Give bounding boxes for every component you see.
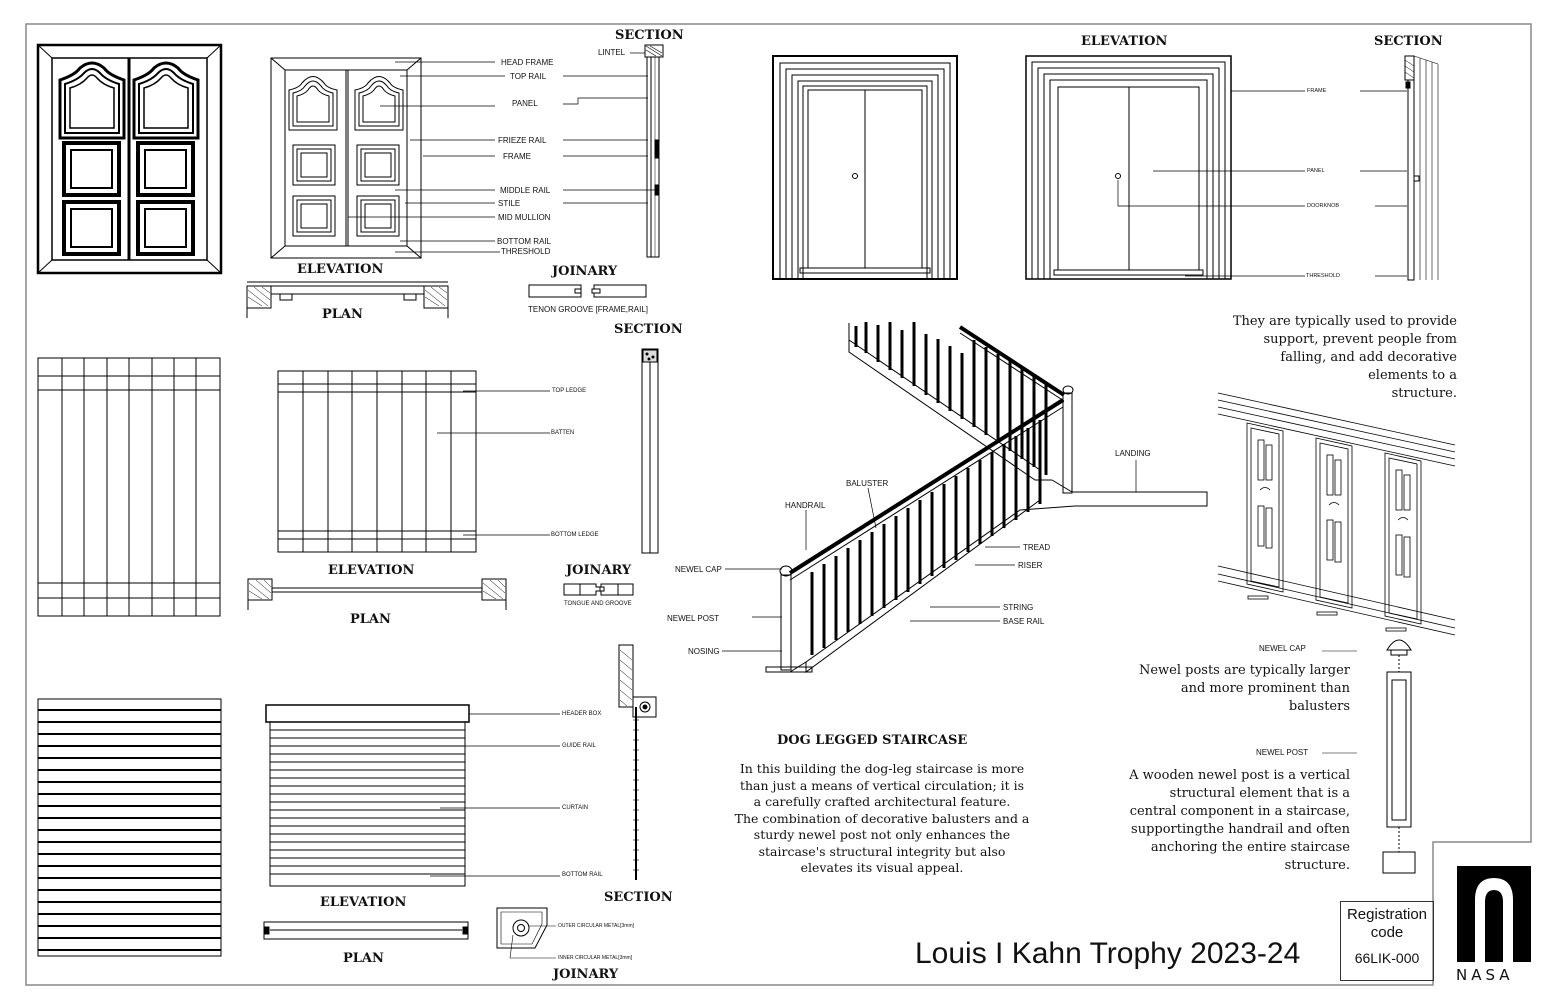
label-newel-cap-detail: NEWEL CAP bbox=[1259, 644, 1306, 653]
label-threshold: THRESHOLD bbox=[501, 247, 551, 256]
label-riser: RISER bbox=[1018, 561, 1043, 570]
label-middle-rail: MIDDLE RAIL bbox=[500, 186, 551, 195]
label-lintel: LINTEL bbox=[598, 48, 626, 57]
door3-elevation-title: ELEVATION bbox=[1081, 34, 1168, 49]
label-landing: LANDING bbox=[1115, 449, 1151, 458]
label-frieze-rail: FRIEZE RAIL bbox=[498, 136, 547, 145]
staircase-description: In this building the dog-leg staircase is more than just a means of vertical circulation; it is a carefully crafted architectural feature. The combination of decorative balusters and a sturdy newel post not only enhances the staircase's structural integrity but also elevates its visual appeal. bbox=[734, 761, 1030, 875]
registration-box bbox=[1340, 901, 1434, 981]
door1-section-title: SECTION bbox=[615, 28, 684, 43]
label-base-rail: BASE RAIL bbox=[1003, 617, 1045, 626]
door1-elevation-title: ELEVATION bbox=[297, 262, 384, 277]
label-newel-post: NEWEL POST bbox=[667, 614, 720, 623]
balusters-note: They are typically used to provide support, prevent people from falling, and add decorative elements to a structure. bbox=[1232, 314, 1457, 401]
label-threshold-door3: THRESHOLD bbox=[1306, 273, 1340, 279]
door2-joinary-title: JOINARY bbox=[566, 563, 632, 578]
flush-door-elevation bbox=[1026, 56, 1438, 280]
label-stile: STILE bbox=[498, 199, 521, 208]
flush-door-render bbox=[773, 56, 957, 279]
baluster-panel-isometric bbox=[1218, 393, 1455, 635]
rolling-shutter-elevation bbox=[264, 645, 656, 958]
label-doorknob: DOORKNOB bbox=[1307, 203, 1340, 209]
door2-joinary-note: TONGUE AND GROOVE bbox=[564, 601, 632, 607]
shutter-joinary-title: JOINARY bbox=[553, 967, 619, 982]
label-bottom-ledge: BOTTOM LEDGE bbox=[551, 532, 599, 538]
panel-door-render bbox=[38, 45, 221, 273]
label-mid-mullion: MID MULLION bbox=[498, 213, 551, 222]
label-handrail: HANDRAIL bbox=[785, 501, 826, 510]
door1-joinary-note: TENON GROOVE [FRAME,RAIL] bbox=[528, 305, 649, 314]
project-title: Louis I Kahn Trophy 2023-24 bbox=[915, 937, 1301, 970]
rolling-shutter-render bbox=[38, 699, 221, 956]
label-header-box: HEADER BOX bbox=[562, 711, 602, 717]
door2-elevation-title: ELEVATION bbox=[328, 563, 415, 578]
label-top-rail: TOP RAIL bbox=[510, 72, 547, 81]
ledged-door-render bbox=[38, 358, 220, 616]
dog-legged-staircase bbox=[722, 322, 1207, 672]
label-nosing: NOSING bbox=[688, 647, 720, 656]
label-head-frame: HEAD FRAME bbox=[501, 58, 554, 67]
label-newel-post-detail: NEWEL POST bbox=[1256, 748, 1309, 757]
nasa-logo-text: NASA bbox=[1456, 966, 1514, 984]
label-guide-rail: GUIDE RAIL bbox=[562, 743, 597, 749]
label-batten: BATTEN bbox=[551, 430, 575, 436]
door1-plan-title: PLAN bbox=[322, 307, 363, 322]
label-frame: FRAME bbox=[503, 152, 531, 161]
label-panel-door3: PANEL bbox=[1307, 168, 1325, 174]
label-baluster: BALUSTER bbox=[846, 479, 889, 488]
label-frame-door3: FRAME bbox=[1307, 88, 1327, 94]
label-newel-cap: NEWEL CAP bbox=[675, 565, 722, 574]
shutter-plan-title: PLAN bbox=[343, 951, 384, 966]
door2-plan-title: PLAN bbox=[350, 612, 391, 627]
shutter-elevation-title: ELEVATION bbox=[320, 895, 407, 910]
label-curtain: CURTAIN bbox=[562, 805, 589, 811]
label-top-ledge: TOP LEDGE bbox=[552, 388, 587, 394]
label-inner-circular-metal: INNER CIRCULAR METAL[3mm] bbox=[558, 955, 633, 961]
label-panel: PANEL bbox=[512, 99, 538, 108]
label-bottom-rail: BOTTOM RAIL bbox=[497, 237, 552, 246]
door3-section-title: SECTION bbox=[1374, 34, 1443, 49]
door2-section-title: SECTION bbox=[614, 322, 683, 337]
label-tread: TREAD bbox=[1023, 543, 1051, 552]
newel-note-1: Newel posts are typically larger and more prominent than balusters bbox=[1138, 663, 1350, 714]
nasa-arch-icon bbox=[1457, 866, 1531, 962]
newel-note-2: A wooden newel post is a vertical structural element that is a central component in a staircase, supportingthe handrail and often anchoring the entire staircase structure. bbox=[1129, 768, 1350, 873]
staircase-title: DOG LEGGED STAIRCASE bbox=[777, 733, 968, 748]
door1-joinary-title: JOINARY bbox=[552, 264, 618, 279]
label-outer-circular-metal: OUTER CIRCULAR METAL[3mm] bbox=[558, 923, 635, 929]
label-bottom-rail-shutter: BOTTOM RAIL bbox=[562, 872, 603, 878]
label-string: STRING bbox=[1003, 603, 1034, 612]
registration-code: 66LIK-000 bbox=[1354, 950, 1420, 966]
shutter-section-title: SECTION bbox=[604, 890, 673, 905]
registration-label: Registration code bbox=[1346, 906, 1428, 941]
